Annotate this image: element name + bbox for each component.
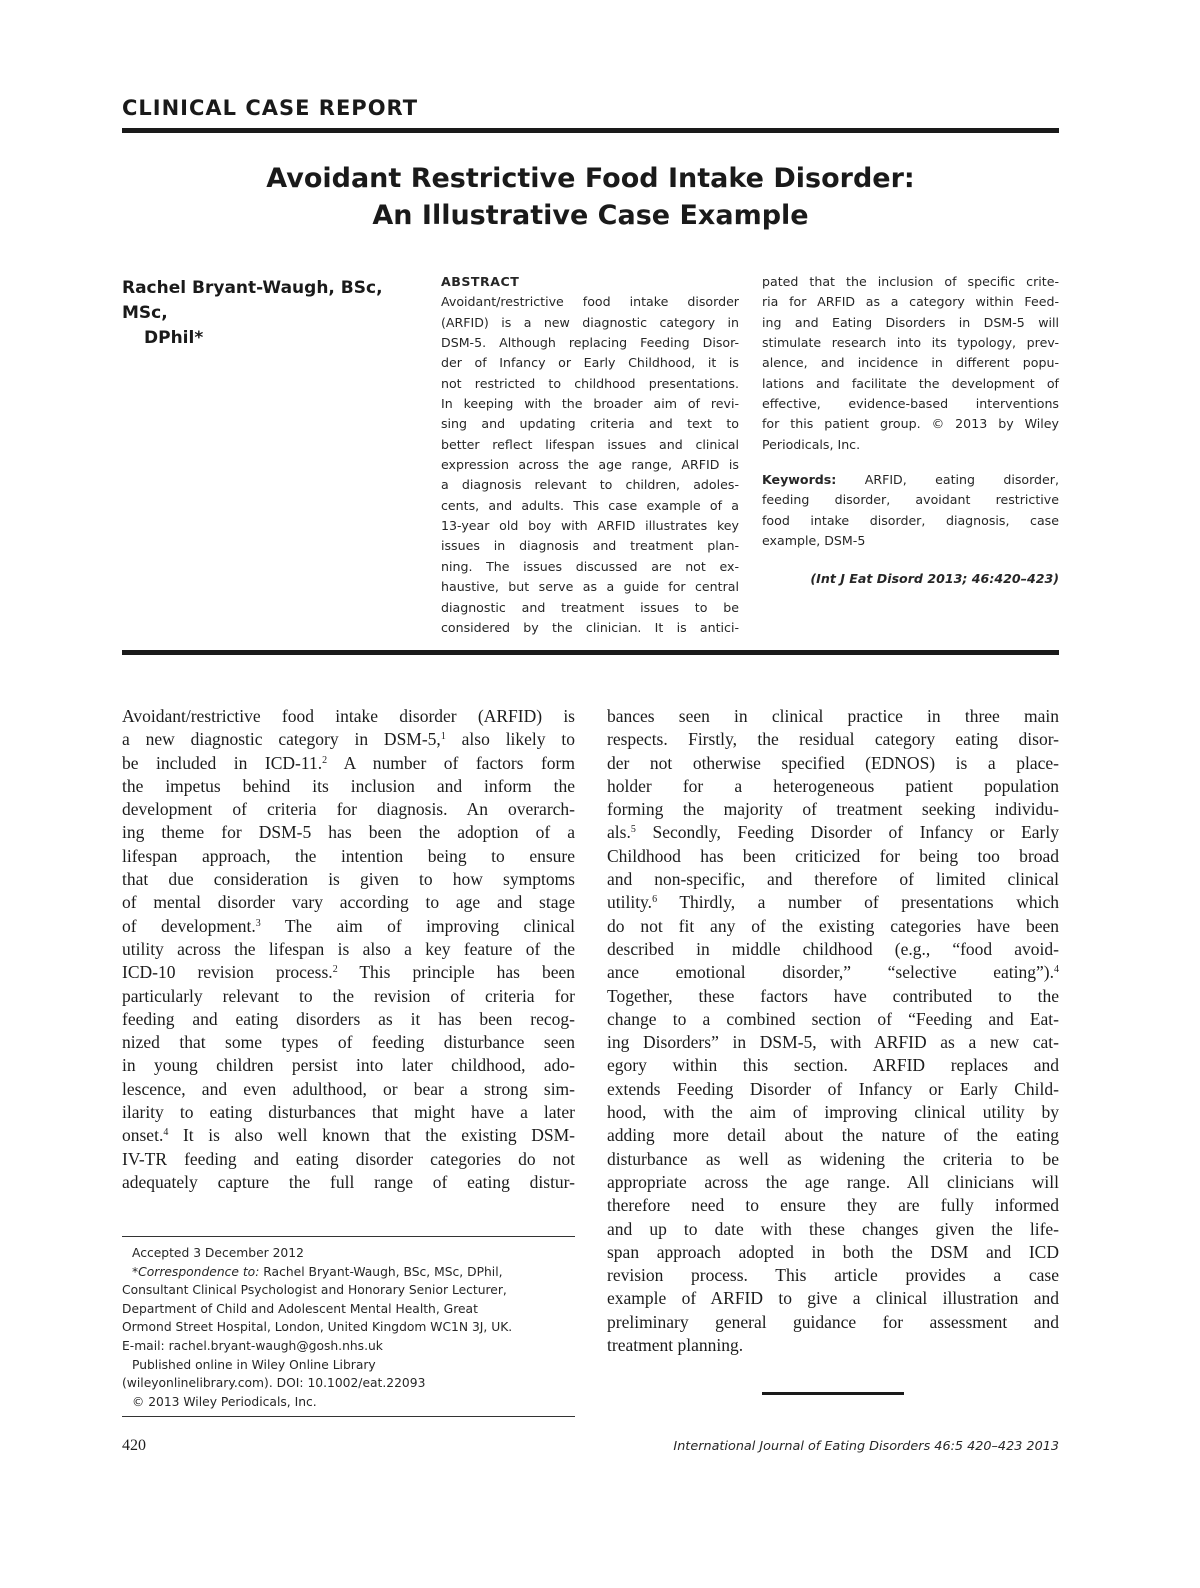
footnote-line: Ormond Street Hospital, London, United Kingdom WC1N 3J, UK. bbox=[122, 1320, 513, 1335]
abstract-line: ning. The issues discussed are not ex- bbox=[441, 558, 739, 574]
body-text: ICD-10 revision process. bbox=[122, 962, 333, 983]
footnote-correspondence bbox=[122, 1263, 575, 1282]
body-line: lescence, and even adulthood, or bear a strong sim- bbox=[122, 1078, 575, 1099]
body-line: therefore need to ensure they are fully informed bbox=[607, 1195, 1059, 1216]
abstract-line: expression across the age range, ARFID is bbox=[441, 457, 739, 473]
body-line: Avoidant/restrictive food intake disorder (ARFID) is bbox=[122, 706, 575, 726]
abstract-line: cents, and adults. This case example of a bbox=[441, 497, 739, 513]
keywords-line: example, DSM-5 bbox=[762, 533, 866, 549]
abstract-line: a diagnosis relevant to children, adoles- bbox=[441, 477, 739, 493]
body-line: that due consideration is given to how symptoms bbox=[122, 869, 575, 890]
correspondence-text: Rachel Bryant-Waugh, BSc, MSc, DPhil, bbox=[259, 1264, 503, 1279]
body-line: ing Disorders” in DSM-5, with ARFID as a new cat- bbox=[607, 1032, 1059, 1053]
footnote-copyright: © 2013 Wiley Periodicals, Inc. bbox=[132, 1394, 317, 1409]
body-column-1 bbox=[122, 705, 575, 1194]
body-text: of development. bbox=[122, 915, 256, 936]
reference-mark[interactable]: 2 bbox=[332, 964, 338, 976]
body-line: revision process. This article provides a case bbox=[607, 1265, 1059, 1286]
section-end-rule bbox=[762, 1392, 904, 1395]
body-text: als. bbox=[607, 822, 631, 843]
body-text: also likely to bbox=[445, 729, 575, 750]
body-line: respects. Firstly, the residual category eating disor- bbox=[607, 729, 1059, 750]
keywords-text: ARFID, eating disorder, bbox=[864, 472, 1059, 488]
abstract-line: DSM-5. Although replacing Feeding Disor- bbox=[441, 335, 739, 351]
keywords-line: food intake disorder, diagnosis, case bbox=[762, 512, 1059, 528]
section-label: CLINICAL CASE REPORT bbox=[122, 96, 419, 120]
reference-mark[interactable]: 5 bbox=[630, 824, 636, 836]
body-line bbox=[122, 961, 575, 984]
body-line: lifespan approach, the intention being to ensure bbox=[122, 845, 575, 866]
body-line bbox=[122, 728, 575, 751]
abstract-bottom-rule bbox=[122, 650, 1059, 655]
body-line bbox=[122, 1124, 575, 1147]
abstract-line: sing and updating criteria and text to bbox=[441, 416, 739, 432]
abstract-heading: ABSTRACT bbox=[441, 274, 520, 289]
abstract-line: not restricted to childhood presentations. bbox=[441, 375, 739, 391]
footnote-rule-top bbox=[122, 1236, 575, 1237]
page-number: 420 bbox=[122, 1437, 146, 1454]
reference-mark[interactable]: 1 bbox=[440, 731, 446, 743]
body-line: hood, with the aim of improving clinical utility by bbox=[607, 1102, 1059, 1123]
footnote-email[interactable]: E-mail: rachel.bryant-waugh@gosh.nhs.uk bbox=[122, 1338, 383, 1353]
keywords-line bbox=[762, 470, 1059, 490]
body-line: particularly relevant to the revision of criteria for bbox=[122, 985, 575, 1006]
abstract-line: better reflect lifespan issues and clinical bbox=[441, 436, 739, 452]
footnote-rule-bottom bbox=[122, 1416, 575, 1417]
body-line: and non-specific, and therefore of limited clinical bbox=[607, 869, 1059, 890]
abstract-line: In keeping with the broader aim of revi- bbox=[441, 396, 739, 412]
body-text: onset. bbox=[122, 1125, 164, 1146]
body-line: change to a combined section of “Feeding and Eat- bbox=[607, 1008, 1059, 1029]
body-line: feeding and eating disorders as it has been recog- bbox=[122, 1008, 575, 1029]
footnote-accepted: Accepted 3 December 2012 bbox=[132, 1246, 304, 1260]
abstract-column-1 bbox=[441, 272, 739, 638]
body-line bbox=[122, 752, 575, 775]
body-line: Childhood has been criticized for being too broad bbox=[607, 845, 1059, 866]
abstract-line: Periodicals, Inc. bbox=[762, 436, 861, 452]
abstract-line: haustive, but serve as a guide for central bbox=[441, 579, 739, 595]
body-line: example of ARFID to give a clinical illustration and bbox=[607, 1288, 1059, 1309]
body-line: preliminary general guidance for assessment and bbox=[607, 1311, 1059, 1332]
body-line: extends Feeding Disorder of Infancy or Early Child- bbox=[607, 1078, 1059, 1099]
abstract-line: considered by the clinician. It is antici- bbox=[441, 619, 739, 635]
citation: (Int J Eat Disord 2013; 46:420–423) bbox=[810, 571, 1059, 587]
body-text: utility. bbox=[607, 892, 653, 913]
reference-mark[interactable]: 3 bbox=[255, 917, 261, 929]
body-line: treatment planning. bbox=[607, 1335, 744, 1356]
abstract-line: pated that the inclusion of specific crite- bbox=[762, 274, 1059, 289]
body-line: adding more detail about the nature of the eating bbox=[607, 1125, 1059, 1146]
body-text: The aim of improving clinical bbox=[260, 915, 575, 936]
body-line: described in middle childhood (e.g., “food avoid- bbox=[607, 938, 1059, 959]
body-line: ing theme for DSM-5 has been the adoption of a bbox=[122, 822, 575, 843]
body-text: ance emotional disorder,” “selective eating”). bbox=[607, 962, 1054, 983]
body-line: of mental disorder vary according to age and stage bbox=[122, 892, 575, 913]
correspondence-label: *Correspondence to: bbox=[132, 1264, 260, 1279]
body-line: holder for a heterogeneous patient population bbox=[607, 775, 1059, 796]
author-name-line-2: DPhil* bbox=[144, 328, 204, 348]
body-line: forming the majority of treatment seeking individu- bbox=[607, 799, 1059, 820]
body-line: the impetus behind its inclusion and inform the bbox=[122, 775, 575, 796]
body-line: Together, these factors have contributed to the bbox=[607, 985, 1059, 1006]
body-line: appropriate across the age range. All clinicians will bbox=[607, 1171, 1059, 1192]
body-line bbox=[122, 915, 575, 938]
reference-mark[interactable]: 4 bbox=[163, 1127, 169, 1139]
body-line bbox=[607, 821, 1059, 844]
journal-citation: International Journal of Eating Disorders 46:5 420–423 2013 bbox=[673, 1439, 1059, 1454]
reference-mark[interactable]: 4 bbox=[1054, 964, 1059, 976]
body-text: It is also well known that the existing DSM- bbox=[168, 1125, 575, 1146]
article-title bbox=[122, 160, 1059, 234]
body-text: be included in ICD-11. bbox=[122, 752, 323, 773]
body-line: do not fit any of the existing categories have been bbox=[607, 915, 1059, 936]
title-line-2: An Illustrative Case Example bbox=[372, 200, 809, 231]
body-line: adequately capture the full range of eating distur- bbox=[122, 1171, 575, 1192]
body-text: Thirdly, a number of presentations which bbox=[657, 892, 1059, 913]
abstract-line: ing and Eating Disorders in DSM-5 will bbox=[762, 314, 1059, 330]
abstract-line: effective, evidence-based interventions bbox=[762, 396, 1059, 412]
author-block bbox=[122, 276, 422, 351]
body-line: nized that some types of feeding disturbance seen bbox=[122, 1032, 575, 1053]
body-text: A number of factors form bbox=[327, 752, 575, 773]
footnote-line: Published online in Wiley Online Library bbox=[132, 1357, 376, 1372]
footnote-line: Department of Child and Adolescent Mental Health, Great bbox=[122, 1301, 478, 1316]
abstract-line: diagnostic and treatment issues to be bbox=[441, 599, 739, 615]
abstract-line: for this patient group. © 2013 by Wiley bbox=[762, 416, 1059, 432]
reference-mark[interactable]: 6 bbox=[652, 894, 658, 906]
footnote-doi[interactable]: (wileyonlinelibrary.com). DOI: 10.1002/eat.22093 bbox=[122, 1376, 426, 1391]
body-column-2 bbox=[607, 705, 1059, 1357]
footnote-line: Consultant Clinical Psychologist and Honorary Senior Lecturer, bbox=[122, 1283, 507, 1298]
title-line-1: Avoidant Restrictive Food Intake Disorder: bbox=[266, 163, 915, 194]
body-line: disturbance as well as widening the criteria to be bbox=[607, 1148, 1059, 1169]
header-rule bbox=[122, 128, 1059, 133]
abstract-column-2 bbox=[762, 272, 1059, 590]
reference-mark[interactable]: 2 bbox=[322, 754, 328, 766]
body-text: This principle has been bbox=[337, 962, 576, 983]
body-line bbox=[607, 961, 1059, 984]
abstract-line: alence, and incidence in different popu- bbox=[762, 355, 1059, 371]
body-line: development of criteria for diagnosis. An overarch- bbox=[122, 799, 575, 820]
body-line: bances seen in clinical practice in three main bbox=[607, 706, 1059, 726]
body-line: egory within this section. ARFID replaces and bbox=[607, 1055, 1059, 1076]
keywords-line: feeding disorder, avoidant restrictive bbox=[762, 492, 1059, 508]
body-text: Secondly, Feeding Disorder of Infancy or Early bbox=[635, 822, 1059, 843]
footnote bbox=[122, 1244, 575, 1411]
body-line bbox=[607, 891, 1059, 914]
body-line: utility across the lifespan is also a key feature of the bbox=[122, 938, 575, 959]
body-line: der not otherwise specified (EDNOS) is a place- bbox=[607, 752, 1059, 773]
body-line: span approach adopted in both the DSM and ICD bbox=[607, 1241, 1059, 1262]
abstract-line: stimulate research into its typology, prev- bbox=[762, 335, 1059, 351]
author-name-line-1: Rachel Bryant-Waugh, BSc, MSc, bbox=[122, 278, 383, 323]
abstract-line: lations and facilitate the development of bbox=[762, 375, 1059, 391]
body-line: IV-TR feeding and eating disorder categories do not bbox=[122, 1148, 575, 1169]
abstract-line: (ARFID) is a new diagnostic category in bbox=[441, 314, 739, 330]
keywords-label: Keywords: bbox=[762, 472, 837, 488]
abstract-line: issues in diagnosis and treatment plan- bbox=[441, 538, 739, 554]
body-line: and up to date with these changes given the life- bbox=[607, 1218, 1059, 1239]
abstract-line: Avoidant/restrictive food intake disorder bbox=[441, 294, 739, 310]
abstract-line: 13-year old boy with ARFID illustrates key bbox=[441, 518, 739, 534]
body-line: in young children persist into later childhood, ado- bbox=[122, 1055, 575, 1076]
abstract-line: der of Infancy or Early Childhood, it is bbox=[441, 355, 739, 371]
abstract-line: ria for ARFID as a category within Feed- bbox=[762, 294, 1059, 310]
body-line: ilarity to eating disturbances that might have a later bbox=[122, 1102, 575, 1123]
body-text: a new diagnostic category in DSM-5, bbox=[122, 729, 441, 750]
